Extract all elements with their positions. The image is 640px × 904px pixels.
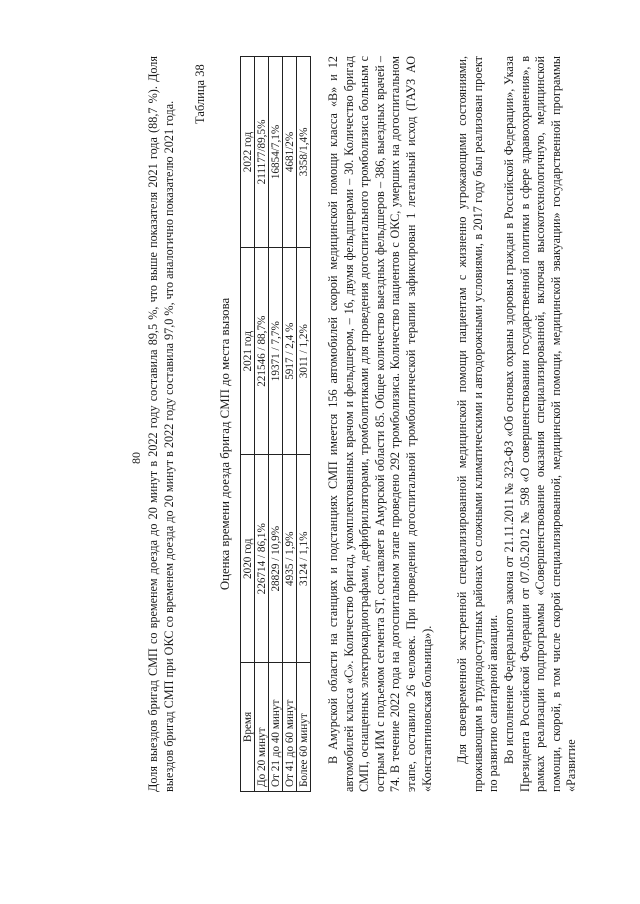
table-row — [255, 57, 269, 792]
cell-value: 211177/89,5% — [255, 57, 269, 248]
table-row — [297, 57, 311, 792]
cell-value: 3011 / 1,2% — [297, 247, 311, 455]
cell-value: 5917 / 2,4 % — [283, 247, 297, 455]
table-title: Оценка времени доезда бригад СМП до места вызова — [218, 297, 232, 591]
column-header-time: Время — [241, 663, 255, 792]
cell-value: 4935 / 1,9% — [283, 455, 297, 663]
cell-value: 16854/7,1% — [269, 57, 283, 248]
cell-value: 3358/1,4% — [297, 57, 311, 248]
arrival-time-table — [240, 56, 311, 792]
table-caption: Таблица 38 — [193, 64, 207, 124]
column-header-2021: 2021 год — [241, 247, 255, 455]
table-row — [269, 57, 283, 792]
cell-value: 226714 / 86,1% — [255, 455, 269, 663]
column-header-2020: 2020 год — [241, 455, 255, 663]
table-row — [283, 57, 297, 792]
column-header-2022: 2022 год — [241, 57, 255, 248]
body-paragraph: В Амурской области на станциях и подстанциях СМП имеется 156 автомобилей скорой медицинской помощи класса «В» и 12 автомобилей класса «С». Количество бригад, укомплектованных врачом и фельдшером, – 16, двумя фельдшерами – 30. Количество бригад СМП, оснащенных электрокардиографами, дефибрилляторами, тромболитиками для проведения догоспитального тромболизиса больным с острым ИМ с подъемом сегмента ST, составляет в Амурской области 85. Общее количество выездных фельдшеров – 386, выездных врачей – 74. В течение 2022 года на догоспитальном этапе проведено 292 тромболизиса. Количество пациентов с ОКС, умерших на догоспитальном этапе, составило 26 человек. При проведении догоспитальной тромболитической терапии зафиксирован 1 летальный исход (ГАУЗ АО «Константиновская больница»). — [326, 56, 434, 792]
intro-paragraph: Доля выездов бригад СМП со временем доезда до 20 минут в 2022 году составила 89,5 %, что выше показателя 2021 года (88,7 %). Доля выездов бригад СМП при ОКС со временем доезда до 20 минут в 2022 году составила 97,0 %, что аналогично показателю 2021 года. — [146, 56, 176, 792]
body-paragraph: Для своевременной экстренной специализированной медицинской помощи пациентам с жизненно угрожающими состояниями, проживающим в труднодоступных районах со сложными климатическими и автодорожными условиями, в 2017 году был реализован проект по развитию санитарной авиации. — [455, 56, 501, 792]
page-number: 80 — [129, 452, 143, 464]
cell-value: 4681/2% — [283, 57, 297, 248]
row-label: Более 60 минут — [297, 663, 311, 792]
cell-value: 221546 / 88,7% — [255, 247, 269, 455]
table-header-row — [241, 57, 255, 792]
body-paragraph: Во исполнение Федерального закона от 21.11.2011 № 323-ФЗ «Об основах охраны здоровья граждан в Российской Федерации», Указа Президента Российской Федерации от 07.05.2012 № 598 «О совершенствовании государственной политики в сфере здравоохранения», в рамках реализации подпрограммы «Совершенствование оказания специализированной, включая высокотехнологичную, медицинской помощи, скорой, в том числе скорой специализированной, медицинской помощи, медицинской эвакуации» государственной программы «Развитие — [502, 56, 579, 792]
row-label: До 20 минут — [255, 663, 269, 792]
cell-value: 3124 / 1,1% — [297, 455, 311, 663]
cell-value: 19371 / 7,7% — [269, 247, 283, 455]
row-label: От 41 до 60 минут — [283, 663, 297, 792]
cell-value: 28829 / 10,9% — [269, 455, 283, 663]
row-label: От 21 до 40 минут — [269, 663, 283, 792]
